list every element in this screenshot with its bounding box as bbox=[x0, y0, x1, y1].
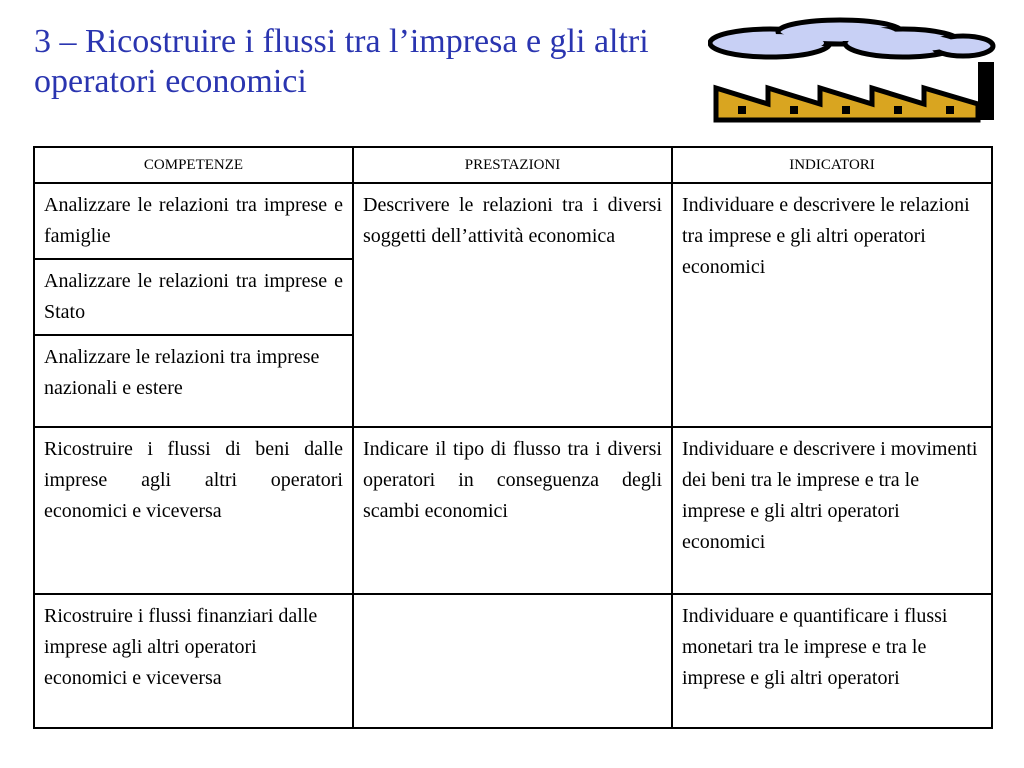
prestazione-cell: Descrivere le relazioni tra i diversi soggetti dell’attività economica bbox=[353, 183, 672, 427]
table-row bbox=[34, 594, 992, 728]
column-header-indicatori: INDICATORI bbox=[672, 147, 992, 183]
factory-building-icon bbox=[716, 88, 978, 120]
competenza-cell: Analizzare le relazioni tra imprese nazionali e estere bbox=[34, 335, 353, 427]
competenza-cell: Ricostruire i flussi di beni dalle imprese agli altri operatori economici e viceversa bbox=[34, 427, 353, 594]
table-row bbox=[34, 427, 992, 594]
factory-with-clouds-icon bbox=[708, 12, 1000, 124]
cloud-icon bbox=[710, 20, 993, 57]
competenza-cell: Ricostruire i flussi finanziari dalle imprese agli altri operatori economici e viceversa bbox=[34, 594, 353, 728]
table-row bbox=[34, 183, 992, 259]
slide-title: 3 – Ricostruire i flussi tra l’impresa e gli altri operatori economici bbox=[34, 23, 649, 100]
indicatore-cell: Individuare e descrivere i movimenti dei beni tra le imprese e tra le imprese e gli altri operatori economici bbox=[672, 427, 992, 594]
competenza-cell: Analizzare le relazioni tra imprese e Stato bbox=[34, 259, 353, 335]
indicatore-cell: Individuare e quantificare i flussi monetari tra le imprese e tra le imprese e gli altri operatori bbox=[672, 594, 992, 728]
prestazione-cell: Indicare il tipo di flusso tra i diversi operatori in conseguenza degli scambi economici bbox=[353, 427, 672, 594]
competence-table bbox=[33, 146, 993, 729]
column-header-prestazioni: PRESTAZIONI bbox=[353, 147, 672, 183]
table-header-row bbox=[34, 147, 992, 183]
indicatore-cell: Individuare e descrivere le relazioni tra imprese e gli altri operatori economici bbox=[672, 183, 992, 427]
column-header-competenze: COMPETENZE bbox=[34, 147, 353, 183]
competenza-cell: Analizzare le relazioni tra imprese e famiglie bbox=[34, 183, 353, 259]
prestazione-cell bbox=[353, 594, 672, 728]
